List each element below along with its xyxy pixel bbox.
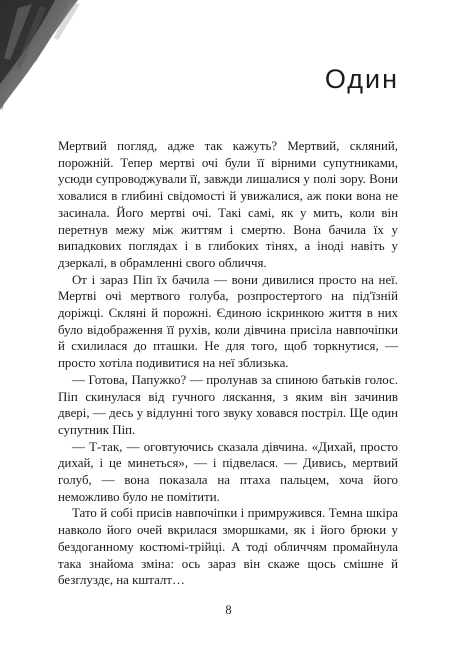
paragraph-4: — Т-так, — оговтуючись сказала дівчина. «Дихай, просто дихай, і це минеться», — і підвелася. — Дивись, мертвий голуб, — вона показала на птаха пальцем, хоча його неможливо було не помітити. [58, 439, 398, 504]
paragraph-3: — Готова, Папужко? — пролунав за спиною батьків голос. Піп скинулася від гучного ляскання, з яким він зачинив двері, — десь у відлунні того звуку ховався постріл. Ще один супутник Піп. [58, 372, 398, 437]
paragraph-5: Тато й собі присів навпочіпки і примружився. Темна шкіра навколо його очей вкрилася зморшками, як і його брюки у бездоганному костюмі-трійці. А тоді обличчям промайнула така знайома зміна: ось зараз він скаже щось смішне й безглуздє, на кшталт… [58, 506, 398, 588]
chapter-title: Один [324, 64, 399, 94]
paragraph-2: От і зараз Піп їх бачила — вони дивилися просто на неї. Мертві очі мертвого голуба, розпростертого на під'їзній доріжці. Скляні й порожні. Єдиною іскринкою життя в них було відображення її рухів, коли дівчина присіла навпочіпки й схилилася до пташки. Не для того, щоб торкнутися, — просто хотіла подивитися на неї зблизька. [58, 272, 398, 371]
page-number: 8 [225, 603, 232, 617]
chapter-body [58, 138, 398, 589]
paragraph-1: Мертвий погляд, адже так кажуть? Мертвий, скляний, порожній. Тепер мертві очі були її вірними супутниками, усюди супроводжували її, завжди лишалися у полі зору. Вони ховалися в глибині свідомості й увижалися, аж поки вона не засинала. Його мертві очі. Такі самі, як у мить, коли він перетнув межу між життям і смертю. Вона бачила їх у випадкових поглядах і в глибоких тінях, а іноді навіть у дзеркалі, в обрамленні свого обличчя. [58, 139, 398, 270]
ink-brush-stroke-decoration [0, 0, 120, 120]
